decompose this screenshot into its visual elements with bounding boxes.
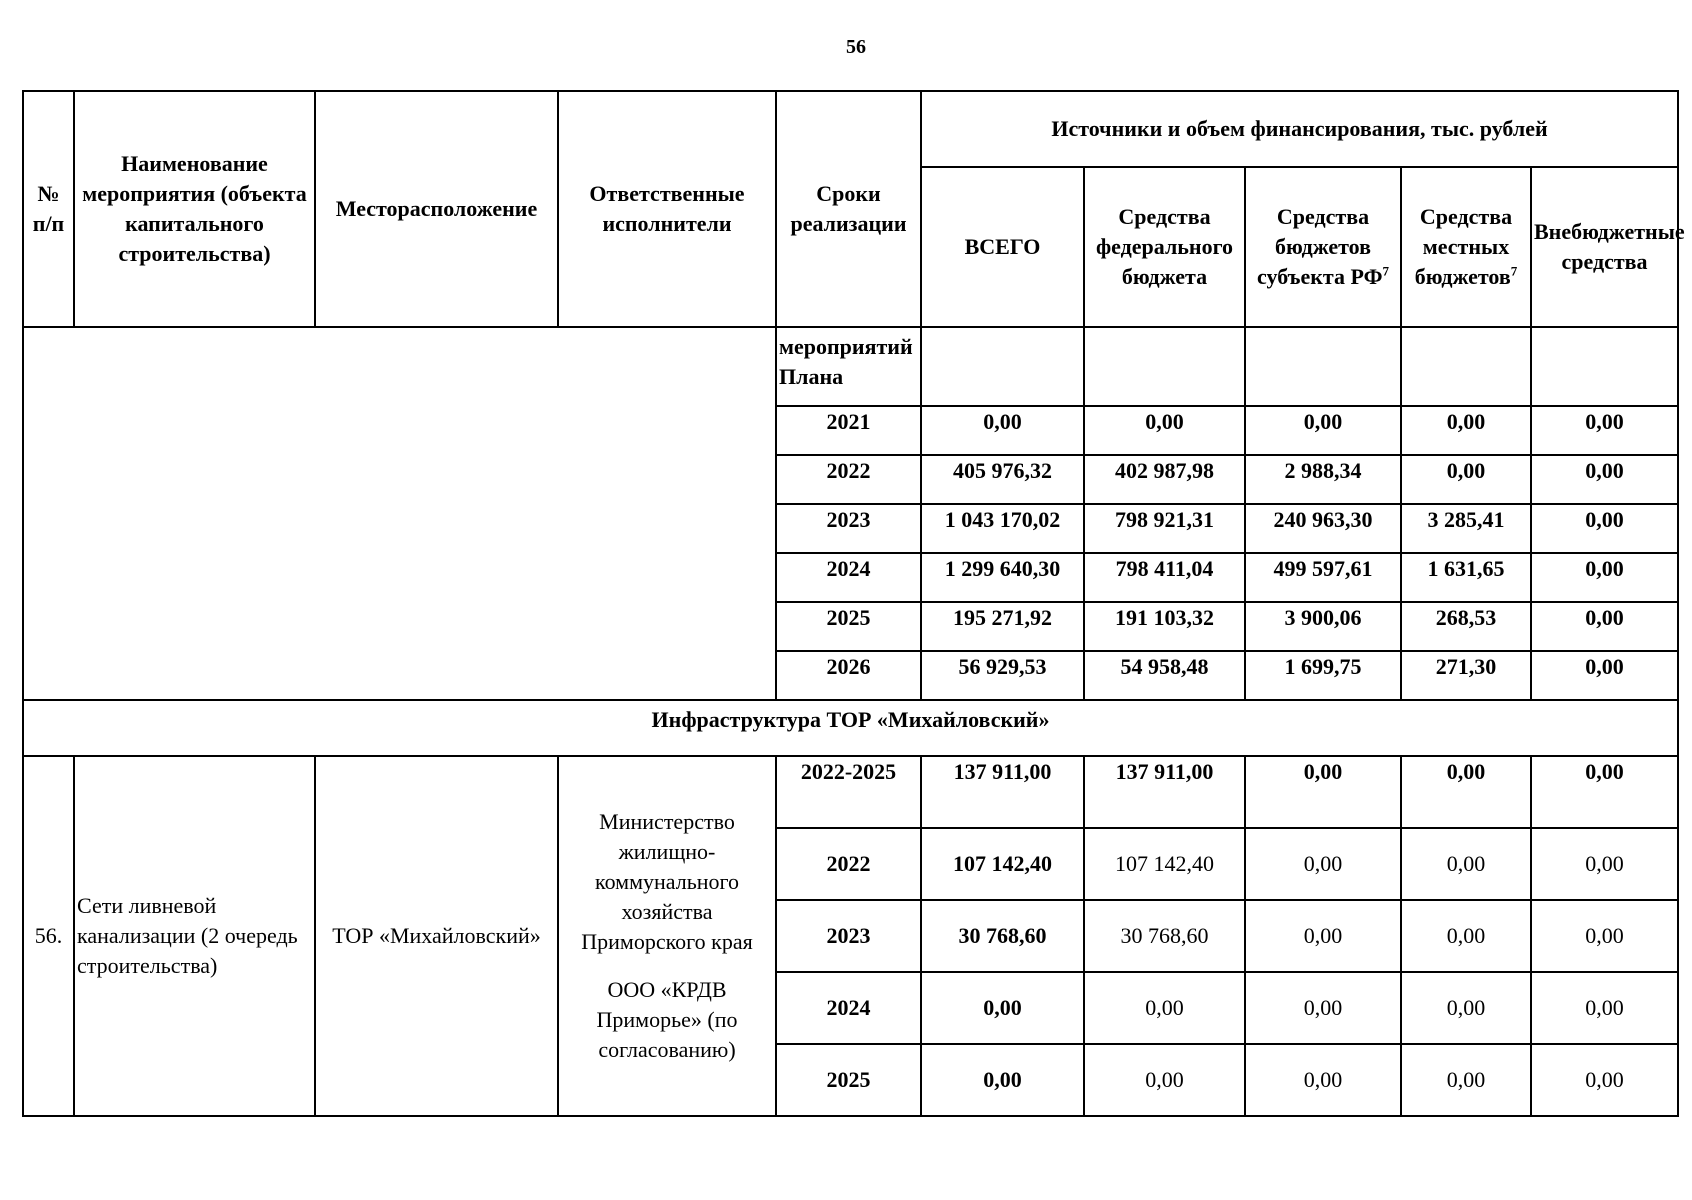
footnote-marker: 7 [1382, 263, 1389, 279]
summary-empty-cell [1084, 327, 1245, 406]
section-title: Инфраструктура ТОР «Михайловский» [23, 700, 1678, 756]
summary-extra: 0,00 [1531, 651, 1678, 700]
item-total: 137 911,00 [921, 756, 1084, 828]
item-federal: 137 911,00 [1084, 756, 1245, 828]
section-row [23, 700, 1678, 756]
summary-extra: 0,00 [1531, 553, 1678, 602]
item-federal: 0,00 [1084, 972, 1245, 1044]
summary-federal: 402 987,98 [1084, 455, 1245, 504]
item-regional: 0,00 [1245, 900, 1401, 972]
summary-local: 268,53 [1401, 602, 1531, 651]
financing-table [22, 90, 1685, 1117]
summary-total: 1 299 640,30 [921, 553, 1084, 602]
summary-local: 3 285,41 [1401, 504, 1531, 553]
item-local: 0,00 [1401, 1044, 1531, 1116]
item-row [23, 756, 1678, 828]
item-regional: 0,00 [1245, 1044, 1401, 1116]
header-row-1 [23, 91, 1678, 167]
item-responsible-ministry: Министерство жилищно-коммунального хозяйства Приморского края [581, 809, 753, 954]
header-col-no: № п/п [23, 91, 74, 327]
item-total: 0,00 [921, 972, 1084, 1044]
summary-total: 195 271,92 [921, 602, 1084, 651]
summary-extra: 0,00 [1531, 406, 1678, 455]
item-federal: 0,00 [1084, 1044, 1245, 1116]
summary-federal: 191 103,32 [1084, 602, 1245, 651]
summary-local: 0,00 [1401, 406, 1531, 455]
summary-total: 405 976,32 [921, 455, 1084, 504]
item-responsible-company: ООО «КРДВ Приморье» (по согласованию) [596, 977, 738, 1062]
item-total: 30 768,60 [921, 900, 1084, 972]
summary-local: 271,30 [1401, 651, 1531, 700]
footnote-marker: 7 [1510, 263, 1518, 279]
item-extra: 0,00 [1531, 972, 1678, 1044]
summary-regional: 0,00 [1245, 406, 1401, 455]
item-location: ТОР «Михайловский» [315, 756, 558, 1116]
header-col-regional-label: Средства бюджетов субъекта РФ [1257, 204, 1383, 289]
summary-empty-cell [921, 327, 1084, 406]
item-local: 0,00 [1401, 900, 1531, 972]
header-col-local [1401, 167, 1531, 327]
summary-federal: 798 411,04 [1084, 553, 1245, 602]
summary-regional: 499 597,61 [1245, 553, 1401, 602]
summary-year: 2022 [776, 455, 921, 504]
summary-year: 2026 [776, 651, 921, 700]
header-col-local-label: Средства местных бюджетов [1414, 204, 1513, 289]
summary-local: 0,00 [1401, 455, 1531, 504]
item-regional: 0,00 [1245, 756, 1401, 828]
summary-year: 2021 [776, 406, 921, 455]
summary-local: 1 631,65 [1401, 553, 1531, 602]
item-extra: 0,00 [1531, 1044, 1678, 1116]
summary-total: 1 043 170,02 [921, 504, 1084, 553]
item-extra: 0,00 [1531, 900, 1678, 972]
item-regional: 0,00 [1245, 828, 1401, 900]
header-col-total: ВСЕГО [921, 167, 1084, 327]
summary-regional: 1 699,75 [1245, 651, 1401, 700]
summary-year: 2023 [776, 504, 921, 553]
item-local: 0,00 [1401, 756, 1531, 828]
item-extra: 0,00 [1531, 828, 1678, 900]
item-extra: 0,00 [1531, 756, 1678, 828]
summary-empty-cell [1401, 327, 1531, 406]
summary-empty-cell [1245, 327, 1401, 406]
item-regional: 0,00 [1245, 972, 1401, 1044]
summary-empty-cell [1531, 327, 1678, 406]
summary-label: мероприятий Плана [776, 327, 921, 406]
item-year: 2022 [776, 828, 921, 900]
summary-regional: 240 963,30 [1245, 504, 1401, 553]
header-col-responsible: Ответственные исполнители [558, 91, 776, 327]
header-col-regional [1245, 167, 1401, 327]
header-funding-group: Источники и объем финансирования, тыс. рублей [921, 91, 1678, 167]
header-col-period: Сроки реализации [776, 91, 921, 327]
summary-regional: 2 988,34 [1245, 455, 1401, 504]
summary-extra: 0,00 [1531, 504, 1678, 553]
item-total: 107 142,40 [921, 828, 1084, 900]
summary-label-row [23, 327, 1678, 406]
summary-year: 2024 [776, 553, 921, 602]
item-year: 2025 [776, 1044, 921, 1116]
item-federal: 107 142,40 [1084, 828, 1245, 900]
item-local: 0,00 [1401, 828, 1531, 900]
header-col-location: Месторасположение [315, 91, 558, 327]
header-col-extra: Внебюджетные средства [1531, 167, 1678, 327]
summary-federal: 0,00 [1084, 406, 1245, 455]
item-number: 56. [23, 756, 74, 1116]
summary-extra: 0,00 [1531, 455, 1678, 504]
summary-federal: 798 921,31 [1084, 504, 1245, 553]
item-responsible [558, 756, 776, 1116]
item-federal: 30 768,60 [1084, 900, 1245, 972]
summary-total: 0,00 [921, 406, 1084, 455]
item-year: 2022-2025 [776, 756, 921, 828]
header-col-name: Наименование мероприятия (объекта капитального строительства) [74, 91, 315, 327]
summary-total: 56 929,53 [921, 651, 1084, 700]
summary-blank-area [23, 327, 776, 700]
header-col-federal: Средства федерального бюджета [1084, 167, 1245, 327]
summary-year: 2025 [776, 602, 921, 651]
item-year: 2024 [776, 972, 921, 1044]
summary-regional: 3 900,06 [1245, 602, 1401, 651]
summary-federal: 54 958,48 [1084, 651, 1245, 700]
summary-extra: 0,00 [1531, 602, 1678, 651]
item-name: Сети ливневой канализации (2 очередь строительства) [74, 756, 315, 1116]
page-number: 56 [846, 36, 866, 58]
item-total: 0,00 [921, 1044, 1084, 1116]
item-year: 2023 [776, 900, 921, 972]
item-local: 0,00 [1401, 972, 1531, 1044]
